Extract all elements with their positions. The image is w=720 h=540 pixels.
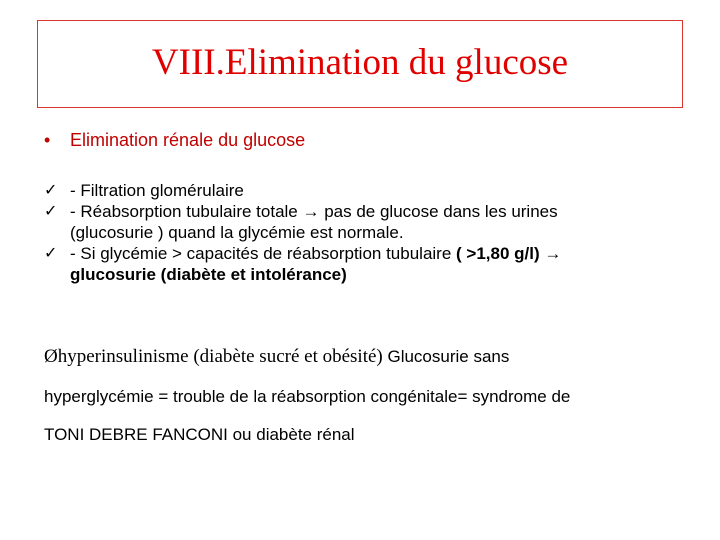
hyperinsulinisme-text: hyperinsulinisme (diabète sucré et obésité): [57, 346, 383, 367]
check-item-reabsorption: [44, 201, 694, 243]
bullet-icon: •: [44, 130, 51, 150]
slide-title: VIII.Elimination du glucose: [151, 42, 569, 83]
check-item-text: - Réabsorption tubulaire totale → pas de glucose dans les urines: [70, 202, 558, 221]
section-heading-label: Elimination rénale du glucose: [70, 130, 306, 150]
check-icon: ✓: [44, 245, 58, 262]
paragraph-line-2: hyperglycémie = trouble de la réabsorption congénitale= syndrome de: [44, 387, 571, 406]
check-item-result: glucosurie (diabète et intolérance): [70, 265, 347, 284]
checklist: [44, 180, 694, 285]
check-item-filtration: [44, 180, 694, 201]
check-icon: ✓: [44, 203, 58, 220]
paragraph-line-1: [44, 346, 684, 368]
check-item-text: - Filtration glomérulaire: [70, 181, 244, 200]
section-heading: [44, 128, 305, 152]
check-item-threshold: ( >1,80 g/l) →: [456, 244, 562, 263]
title-box: [37, 20, 683, 108]
check-item-text: - Si glycémie > capacités de réabsorption tubulaire: [70, 244, 457, 263]
paragraph-text: Glucosurie sans: [382, 347, 510, 366]
check-icon: ✓: [44, 182, 58, 199]
paragraph-line-3: TONI DEBRE FANCONI ou diabète rénal: [44, 425, 355, 444]
check-item-glycemie: [44, 243, 694, 285]
check-item-text: (glucosurie ) quand la glycémie est normale.: [70, 223, 404, 242]
arrow-bullet-icon: Ø: [44, 346, 58, 367]
